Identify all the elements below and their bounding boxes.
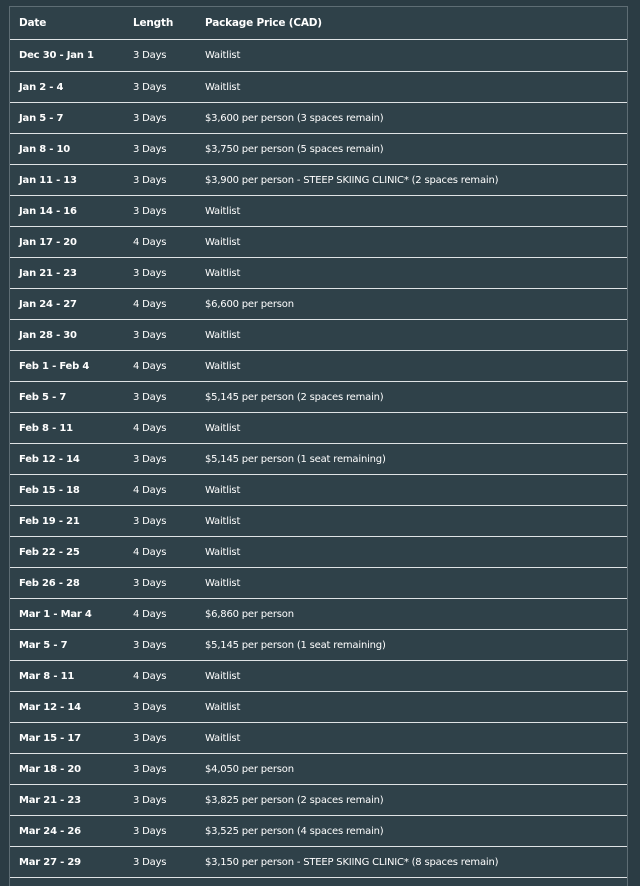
pricing-table-container <box>9 6 628 886</box>
table-row <box>10 599 627 630</box>
table-row <box>10 785 627 816</box>
length-cell: 3 Days <box>124 72 196 103</box>
table-row <box>10 72 627 103</box>
date-cell: Jan 14 - 16 <box>10 196 124 227</box>
price-cell: $3,525 per person (4 spaces remain) <box>196 816 627 847</box>
price-cell: $3,150 per person - STEEP SKIING CLINIC* (8 spaces remain) <box>196 847 627 878</box>
length-cell: 3 Days <box>124 692 196 723</box>
price-cell: Waitlist <box>196 72 627 103</box>
date-cell: Feb 8 - 11 <box>10 413 124 444</box>
length-cell: 3 Days <box>124 320 196 351</box>
date-cell: Feb 1 - Feb 4 <box>10 351 124 382</box>
date-cell: Mar 5 - 7 <box>10 630 124 661</box>
pricing-table <box>10 7 627 878</box>
table-row <box>10 692 627 723</box>
price-cell: Waitlist <box>196 537 627 568</box>
date-cell: Jan 24 - 27 <box>10 289 124 320</box>
length-cell: 3 Days <box>124 165 196 196</box>
price-cell: $3,825 per person (2 spaces remain) <box>196 785 627 816</box>
length-cell: 3 Days <box>124 723 196 754</box>
length-cell: 3 Days <box>124 630 196 661</box>
table-row <box>10 475 627 506</box>
length-cell: 3 Days <box>124 816 196 847</box>
price-cell: $3,600 per person (3 spaces remain) <box>196 103 627 134</box>
date-cell: Feb 19 - 21 <box>10 506 124 537</box>
table-row <box>10 754 627 785</box>
length-cell: 4 Days <box>124 661 196 692</box>
price-cell: Waitlist <box>196 661 627 692</box>
date-cell: Jan 5 - 7 <box>10 103 124 134</box>
table-row <box>10 630 627 661</box>
date-cell: Mar 18 - 20 <box>10 754 124 785</box>
date-cell: Feb 12 - 14 <box>10 444 124 475</box>
table-row <box>10 227 627 258</box>
table-row <box>10 196 627 227</box>
price-cell: $3,750 per person (5 spaces remain) <box>196 134 627 165</box>
price-cell: Waitlist <box>196 40 627 72</box>
table-row <box>10 847 627 878</box>
length-cell: 4 Days <box>124 351 196 382</box>
length-cell: 4 Days <box>124 599 196 630</box>
table-row <box>10 320 627 351</box>
price-cell: Waitlist <box>196 413 627 444</box>
table-row <box>10 289 627 320</box>
price-cell: Waitlist <box>196 692 627 723</box>
length-cell: 4 Days <box>124 227 196 258</box>
table-row <box>10 382 627 413</box>
table-row <box>10 258 627 289</box>
table-row <box>10 413 627 444</box>
date-cell: Jan 28 - 30 <box>10 320 124 351</box>
date-cell: Mar 24 - 26 <box>10 816 124 847</box>
date-cell: Mar 1 - Mar 4 <box>10 599 124 630</box>
table-header-row <box>10 7 627 40</box>
date-cell: Jan 21 - 23 <box>10 258 124 289</box>
date-cell: Mar 12 - 14 <box>10 692 124 723</box>
length-cell: 3 Days <box>124 847 196 878</box>
price-cell: $6,600 per person <box>196 289 627 320</box>
table-row <box>10 723 627 754</box>
length-cell: 3 Days <box>124 444 196 475</box>
price-cell: Waitlist <box>196 568 627 599</box>
date-cell: Mar 21 - 23 <box>10 785 124 816</box>
table-row <box>10 661 627 692</box>
table-row <box>10 134 627 165</box>
header-length: Length <box>124 7 196 40</box>
price-cell: Waitlist <box>196 320 627 351</box>
price-cell: Waitlist <box>196 196 627 227</box>
length-cell: 3 Days <box>124 40 196 72</box>
header-date: Date <box>10 7 124 40</box>
price-cell: $6,860 per person <box>196 599 627 630</box>
length-cell: 3 Days <box>124 785 196 816</box>
date-cell: Dec 30 - Jan 1 <box>10 40 124 72</box>
length-cell: 4 Days <box>124 413 196 444</box>
length-cell: 4 Days <box>124 537 196 568</box>
price-cell: $4,050 per person <box>196 754 627 785</box>
date-cell: Feb 5 - 7 <box>10 382 124 413</box>
table-row <box>10 816 627 847</box>
table-row <box>10 568 627 599</box>
table-body <box>10 40 627 878</box>
length-cell: 3 Days <box>124 103 196 134</box>
date-cell: Jan 8 - 10 <box>10 134 124 165</box>
price-cell: $5,145 per person (1 seat remaining) <box>196 630 627 661</box>
length-cell: 3 Days <box>124 134 196 165</box>
table-row <box>10 537 627 568</box>
header-price: Package Price (CAD) <box>196 7 627 40</box>
price-cell: Waitlist <box>196 475 627 506</box>
date-cell: Jan 2 - 4 <box>10 72 124 103</box>
date-cell: Feb 26 - 28 <box>10 568 124 599</box>
price-cell: Waitlist <box>196 227 627 258</box>
price-cell: Waitlist <box>196 506 627 537</box>
table-row <box>10 40 627 72</box>
price-cell: $5,145 per person (1 seat remaining) <box>196 444 627 475</box>
date-cell: Mar 8 - 11 <box>10 661 124 692</box>
date-cell: Jan 17 - 20 <box>10 227 124 258</box>
length-cell: 3 Days <box>124 196 196 227</box>
date-cell: Feb 15 - 18 <box>10 475 124 506</box>
length-cell: 3 Days <box>124 258 196 289</box>
price-cell: Waitlist <box>196 723 627 754</box>
table-row <box>10 103 627 134</box>
table-row <box>10 444 627 475</box>
date-cell: Mar 27 - 29 <box>10 847 124 878</box>
length-cell: 4 Days <box>124 475 196 506</box>
price-cell: Waitlist <box>196 351 627 382</box>
date-cell: Feb 22 - 25 <box>10 537 124 568</box>
price-cell: $3,900 per person - STEEP SKIING CLINIC* (2 spaces remain) <box>196 165 627 196</box>
date-cell: Jan 11 - 13 <box>10 165 124 196</box>
date-cell: Mar 15 - 17 <box>10 723 124 754</box>
table-row <box>10 351 627 382</box>
length-cell: 3 Days <box>124 754 196 785</box>
price-cell: Waitlist <box>196 258 627 289</box>
table-row <box>10 165 627 196</box>
table-row <box>10 506 627 537</box>
length-cell: 4 Days <box>124 289 196 320</box>
length-cell: 3 Days <box>124 506 196 537</box>
length-cell: 3 Days <box>124 382 196 413</box>
price-cell: $5,145 per person (2 spaces remain) <box>196 382 627 413</box>
length-cell: 3 Days <box>124 568 196 599</box>
